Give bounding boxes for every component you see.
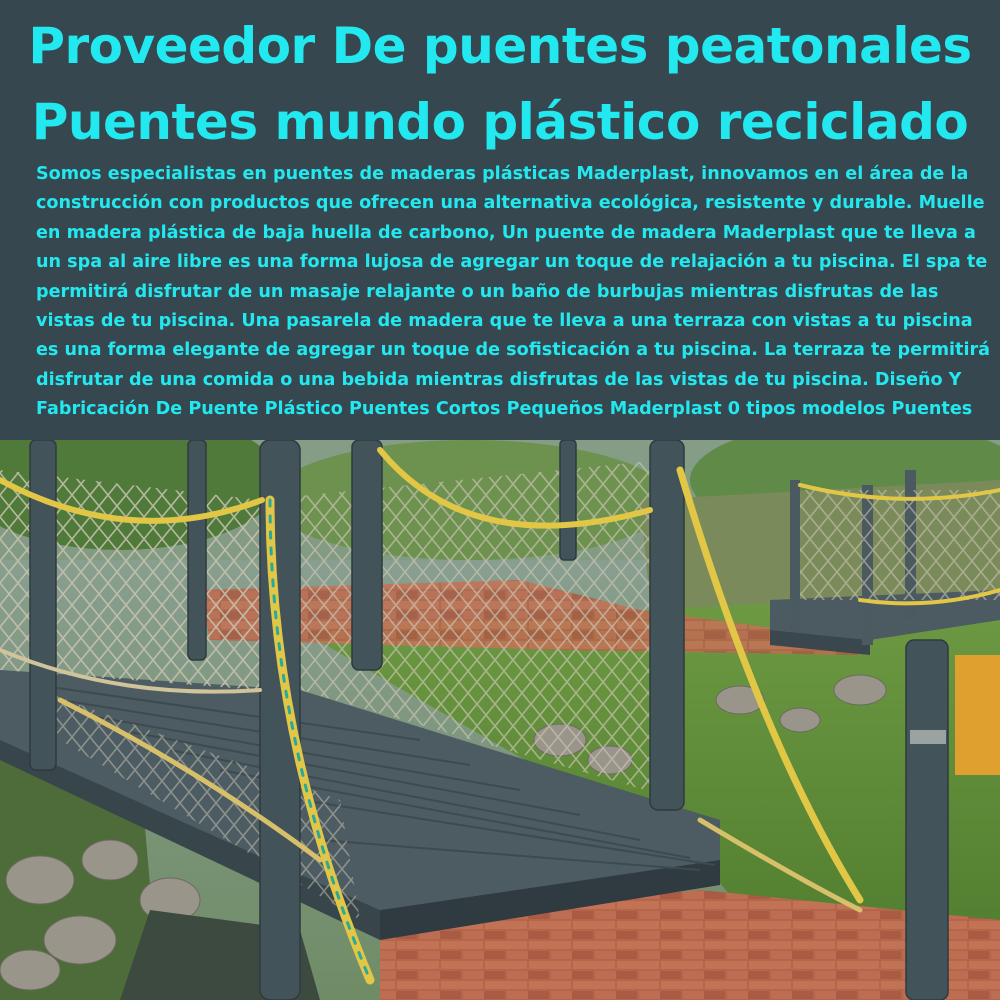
description-paragraph: Somos especialistas en puentes de maderas plásticas Maderplast, innovamos en el área de la construcción con productos que ofrecen una alternativa ecológica, resistente y durable. Muelle en madera plástica de baja huella de carbono, Un puente de madera Maderplast que te lleva a un spa al aire libre es una forma lujosa de agregar un toque de relajación a tu piscina. El spa te permitirá disfrutar de un masaje relajante o un baño de burbujas mientras disfrutas de las vistas de tu piscina. Una pasarela de madera que te lleva a una terraza con vistas a tu piscina es una forma elegante de agregar un toque de sofisticación a tu piscina. La terraza te permitirá disfrutar de una comida o una bebida mientras disfrutas de las vistas de tu piscina. Diseño Y Fabricación De Puente Plástico Puentes Cortos Pequeños Maderplast 0 tipos modelos Puentes: [36, 164, 991, 420]
orange-sign: [955, 655, 1000, 775]
header-panel: [0, 0, 1000, 440]
page-title: Proveedor De puentes peatonales: [28, 17, 972, 75]
page-subtitle: Puentes mundo plástico reciclado: [31, 93, 969, 151]
bridge-photo: [0, 440, 1000, 1000]
